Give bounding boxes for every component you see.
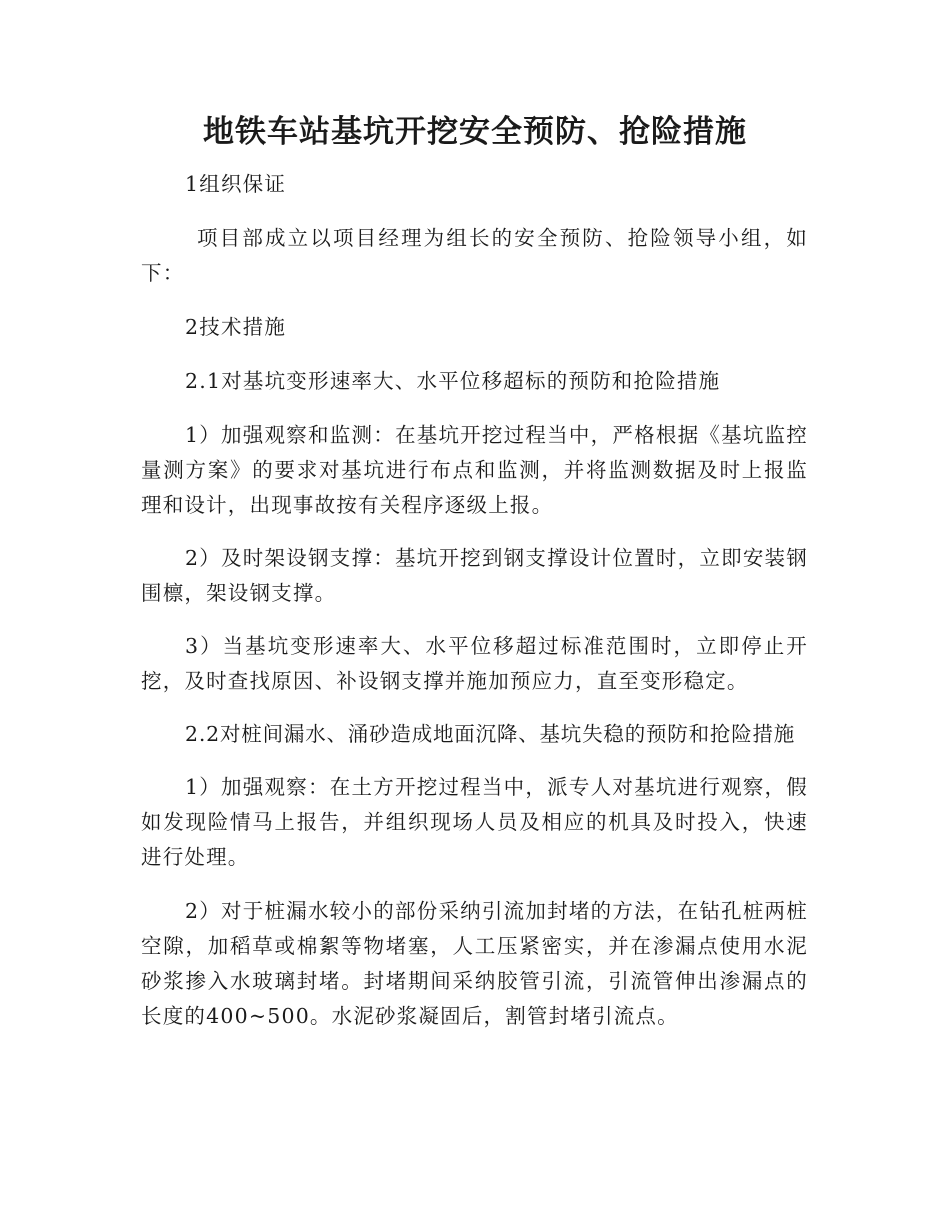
section-2-1-item-1: 1）加强观察和监测：在基坑开挖过程当中，严格根据《基坑监控量测方案》的要求对基坑进行布点和监测，并将监测数据及时上报监理和设计，出现事故按有关程序逐级上报。 [141, 423, 808, 517]
document-title: 地铁车站基坑开挖安全预防、抢险措施 [203, 114, 747, 150]
section-2-2-item-2: 2）对于桩漏水较小的部份采纳引流加封堵的方法，在钻孔桩两桩空隙，加稻草或棉絮等物堵塞，人工压紧密实，并在渗漏点使用水泥砂浆掺入水玻璃封堵。封堵期间采纳胶管引流，引流管伸出渗漏点的长度的400~500。水泥砂浆凝固后，割管封堵引流点。 [141, 899, 808, 1028]
section-2-1-heading: 2.1对基坑变形速率大、水平位移超标的预防和抢险措施 [185, 369, 721, 393]
section-1-heading: 1组织保证 [185, 172, 287, 196]
section-2-1-item-2: 2）及时架设钢支撑：基坑开挖到钢支撑设计位置时，立即安装钢围檩，架设钢支撑。 [141, 546, 808, 605]
section-1-paragraph: 项目部成立以项目经理为组长的安全预防、抢险领导小组，如下： [141, 226, 808, 285]
section-2-heading: 2技术措施 [185, 315, 287, 339]
section-2-2-heading: 2.2对桩间漏水、涌砂造成地面沉降、基坑失稳的预防和抢险措施 [185, 722, 796, 746]
document-body [141, 167, 808, 1034]
section-2-2-item-1: 1）加强观察：在土方开挖过程当中，派专人对基坑进行观察，假如发现险情马上报告，并组织现场人员及相应的机具及时投入，快速进行处理。 [141, 775, 808, 869]
section-2-1-item-3: 3）当基坑变形速率大、水平位移超过标准范围时，立即停止开挖，及时查找原因、补设钢支撑并施加预应力，直至变形稳定。 [141, 634, 808, 693]
